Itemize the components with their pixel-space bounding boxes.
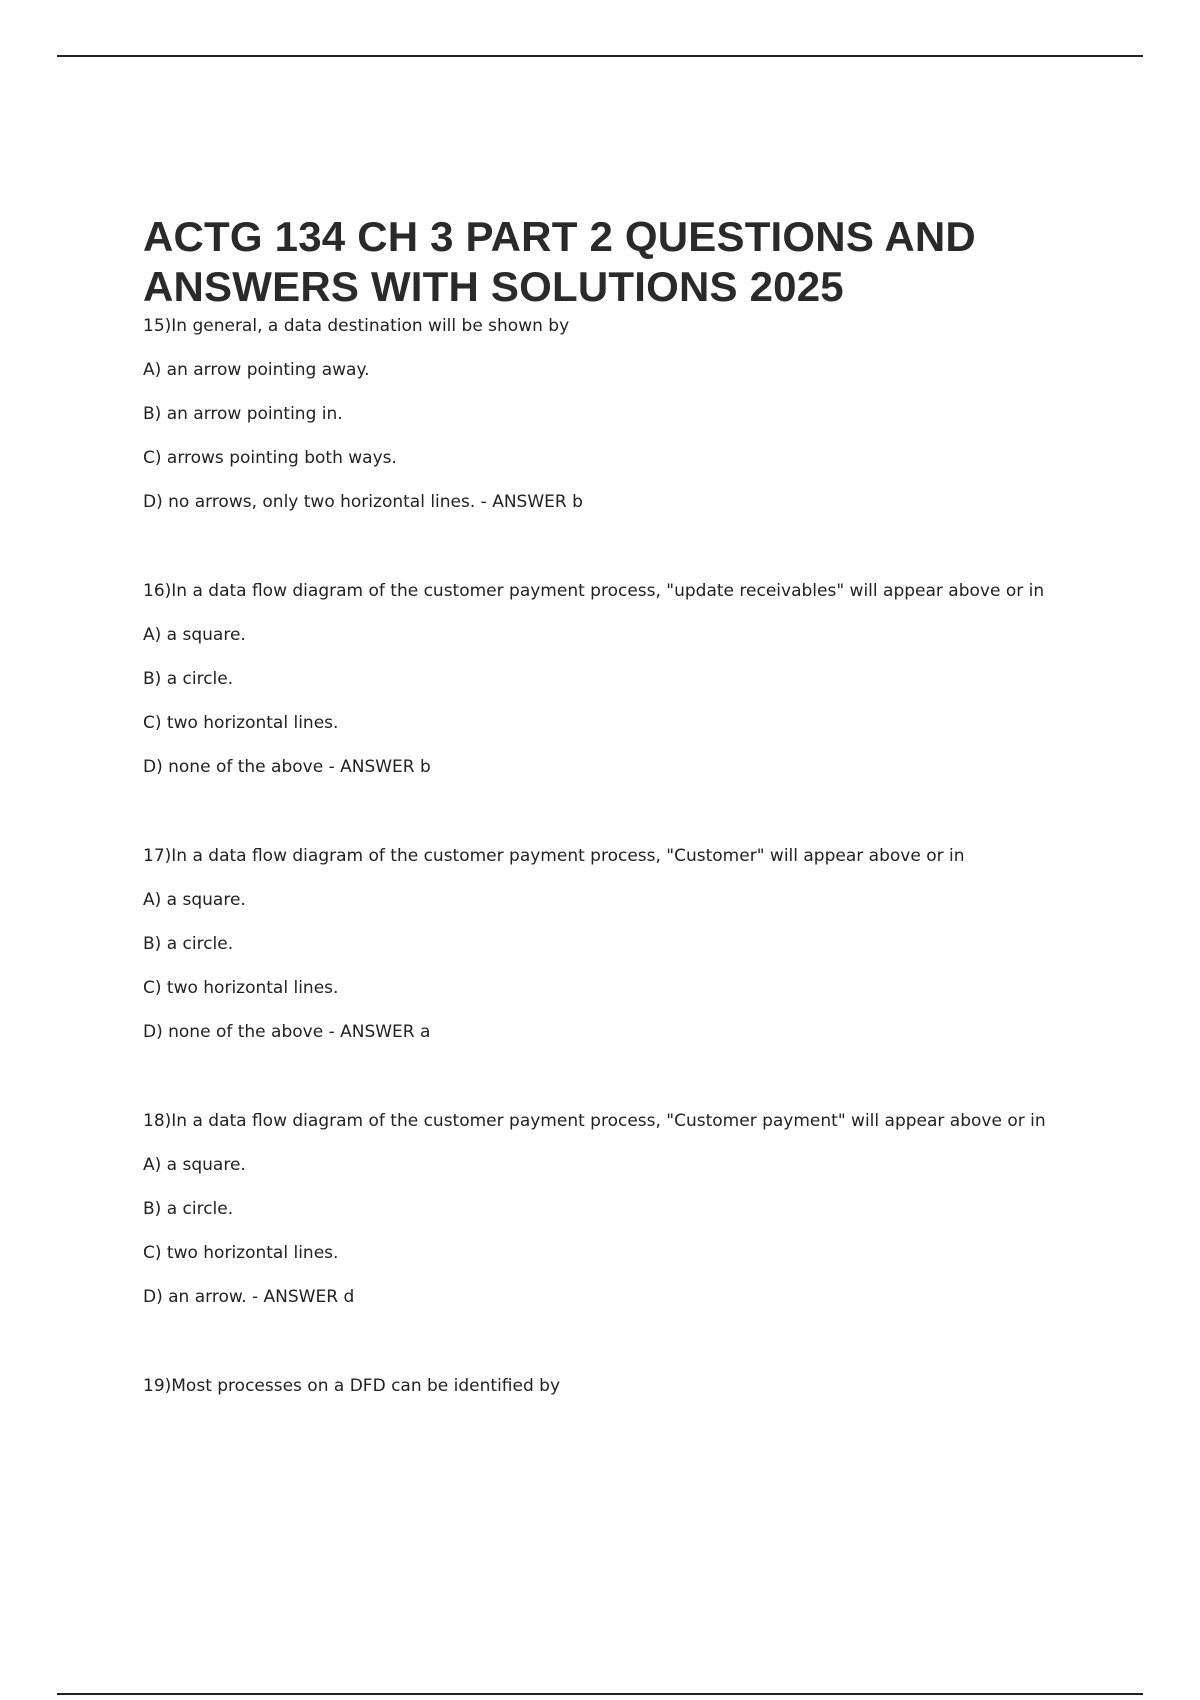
document-body xyxy=(143,212,1063,1400)
question-stem: 18)In a data flow diagram of the customer payment process, "Customer payment" will appear above or in xyxy=(143,1111,1046,1131)
question-15 xyxy=(143,312,1063,516)
option-d-answer: D) an arrow. - ANSWER d xyxy=(143,1287,355,1307)
option-b: B) a circle. xyxy=(143,934,234,954)
question-stem: 19)Most processes on a DFD can be identified by xyxy=(143,1376,561,1396)
option-b: B) an arrow pointing in. xyxy=(143,404,343,424)
question-stem: 17)In a data flow diagram of the customer payment process, "Customer" will appear above or in xyxy=(143,846,965,866)
option-c: C) two horizontal lines. xyxy=(143,713,339,733)
question-17 xyxy=(143,842,1063,1046)
question-18 xyxy=(143,1107,1063,1311)
option-d-answer: D) none of the above - ANSWER b xyxy=(143,757,431,777)
document-title: ACTG 134 CH 3 PART 2 QUESTIONS AND ANSWERS WITH SOLUTIONS 2025 xyxy=(143,213,976,310)
option-a: A) a square. xyxy=(143,890,246,910)
option-d-answer: D) no arrows, only two horizontal lines. - ANSWER b xyxy=(143,492,583,512)
option-d-answer: D) none of the above - ANSWER a xyxy=(143,1022,431,1042)
option-b: B) a circle. xyxy=(143,1199,234,1219)
question-16 xyxy=(143,577,1063,781)
question-stem: 16)In a data flow diagram of the customer payment process, "update receivables" will appear above or in xyxy=(143,581,1045,601)
option-b: B) a circle. xyxy=(143,669,234,689)
option-c: C) two horizontal lines. xyxy=(143,1243,339,1263)
option-a: A) a square. xyxy=(143,625,246,645)
question-stem: 15)In general, a data destination will be shown by xyxy=(143,316,570,336)
question-19 xyxy=(143,1372,1063,1400)
option-c: C) arrows pointing both ways. xyxy=(143,448,397,468)
option-a: A) an arrow pointing away. xyxy=(143,360,370,380)
footer-rule xyxy=(57,1693,1143,1695)
option-a: A) a square. xyxy=(143,1155,246,1175)
header-rule xyxy=(57,55,1143,57)
option-c: C) two horizontal lines. xyxy=(143,978,339,998)
